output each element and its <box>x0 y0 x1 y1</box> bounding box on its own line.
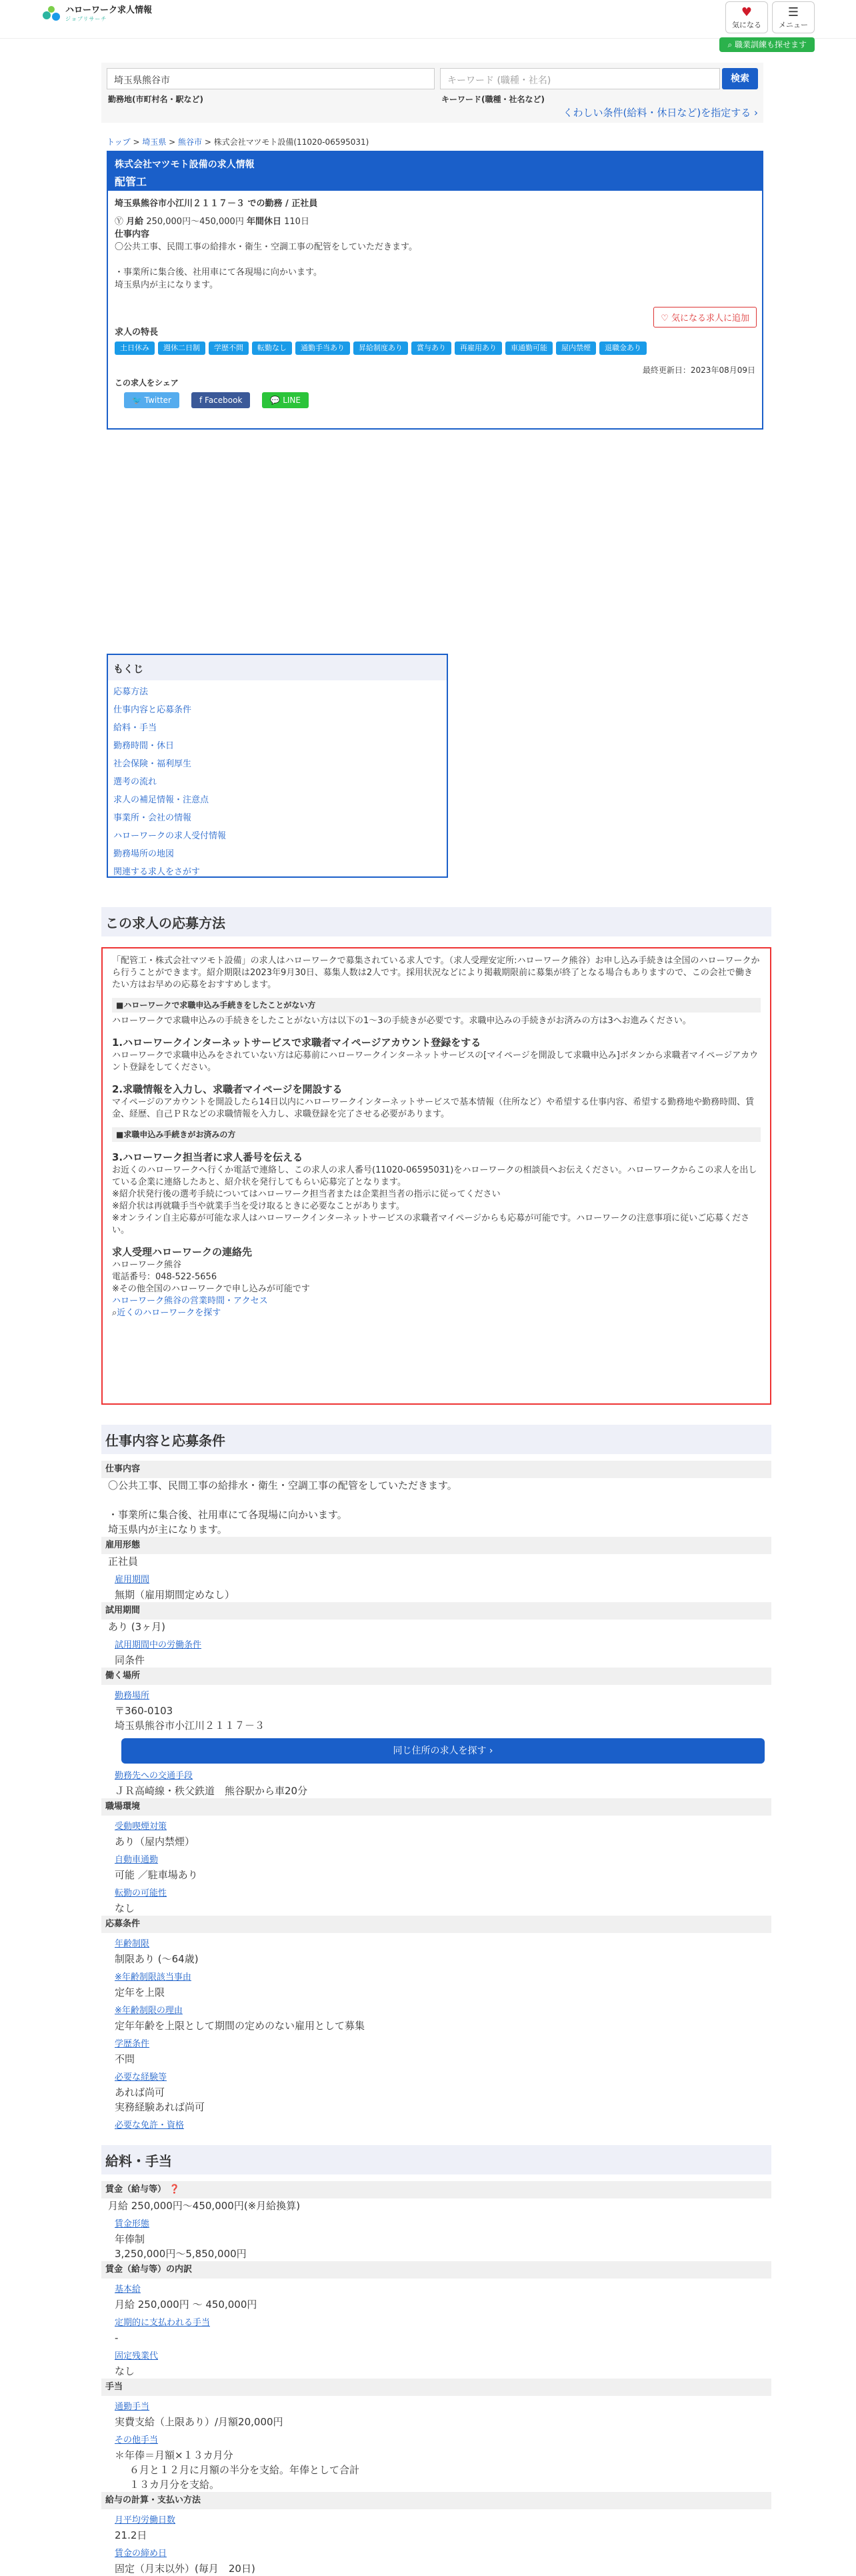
help-icon[interactable]: ❓ <box>169 2184 180 2194</box>
toc-item[interactable]: 求人の補足情報・注意点 <box>113 795 209 805</box>
logo-icon <box>41 3 61 22</box>
keyword-input[interactable]: キーワード (職種・社名) <box>440 68 720 89</box>
apply-subtitle: ■ハローワークで求職申込み手続きをしたことがない方 <box>112 998 761 1013</box>
header <box>0 0 856 39</box>
feature-tag[interactable]: 車通勤可能 <box>505 342 553 355</box>
salary-section-heading: 給料・手当 <box>101 2145 771 2174</box>
search-icon: ⌕ <box>112 1308 117 1318</box>
job-desc-line: 〇公共工事、民間工事の給排水・衛生・空調工事の配管をしていただきます。 <box>115 242 417 252</box>
hw-name: ハローワーク熊谷 <box>112 1260 182 1270</box>
hamburger-icon: ☰ <box>787 5 799 19</box>
feature-tags <box>115 342 755 355</box>
features-label: 求人の特長 <box>115 328 159 338</box>
holidays: 110日 <box>284 217 309 227</box>
toc-item[interactable]: ハローワークの求人受付情報 <box>113 831 227 841</box>
same-address-jobs-button[interactable]: 同じ住所の求人を探す › <box>121 1738 765 1764</box>
breadcrumb-city[interactable]: 熊谷市 <box>178 137 203 147</box>
feature-tag[interactable]: 再雇用あり <box>455 342 502 355</box>
job-section-heading: 仕事内容と応募条件 <box>101 1425 771 1454</box>
twitter-icon: 🐦 <box>132 396 145 405</box>
toc-item[interactable]: 応募方法 <box>113 687 149 697</box>
hw-tel: 電話番号：048-522-5656 <box>112 1272 217 1282</box>
step-1-heading: 1.ハローワークインターネットサービスで求職者マイページアカウント登録をする <box>112 1037 481 1049</box>
logo[interactable] <box>41 3 152 23</box>
feature-tag[interactable]: 学歴不問 <box>209 342 249 355</box>
location-label: 勤務地(市町村名・駅など) <box>108 95 203 104</box>
job-title: 配管工 <box>115 175 147 188</box>
feature-tag[interactable]: 週休二日制 <box>158 342 205 355</box>
detail-search-link[interactable]: くわしい条件(給料・休日など)を指定する › <box>563 107 758 119</box>
toc-item[interactable]: 関連する求人をさがす <box>113 867 201 877</box>
toc-item[interactable]: 勤務時間・休日 <box>113 741 175 751</box>
training-button[interactable] <box>719 37 815 52</box>
hw-contact-heading: 求人受理ハローワークの連絡先 <box>112 1246 253 1258</box>
yen-icon: Ⓨ <box>115 217 124 227</box>
search-icon: ⌕ <box>727 40 735 49</box>
feature-tag[interactable]: 賞与あり <box>411 342 451 355</box>
twitter-share-button[interactable]: 🐦 Twitter <box>124 392 179 408</box>
feature-tag[interactable]: 土日休み <box>115 342 155 355</box>
breadcrumb-current: 株式会社マツモト設備(11020-06595031) <box>213 137 369 147</box>
search-panel <box>101 63 763 123</box>
share-label: この求人をシェア <box>115 378 179 388</box>
job-desc-label: 仕事内容 <box>115 229 150 239</box>
breadcrumb: トップ > 埼玉県 > 熊谷市 > 株式会社マツモト設備(11020-06595031) <box>107 137 369 147</box>
search-button[interactable]: 検索 <box>722 68 758 89</box>
menu-button[interactable] <box>772 1 815 33</box>
apply-intro: 「配管工・株式会社マツモト設備」の求人はハローワークで募集されている求人です。（求人受理安定所:ハローワーク熊谷）お申し込み手続きは全国のハローワークから行うことができます。紹介期限は2023年9月30日、募集人数は2人です。採用状況などにより掲載期限前に募集が終了となる場合もありますので、この会社で働きたい方はお早めの応募をおすすめします。 <box>112 956 760 990</box>
step-2-heading: 2.求職情報を入力し、求職者マイページを開設する <box>112 1083 343 1095</box>
work-address: 埼玉県熊谷市小江川２１１７－３ での勤務 / 正社員 <box>115 199 318 209</box>
favorites-button[interactable] <box>725 1 768 33</box>
keyword-label: キーワード(職種・社名など) <box>441 95 545 104</box>
logo-subtitle: ジョブリサーチ <box>65 16 107 22</box>
job-desc-line: 埼玉県内が主になります。 <box>115 280 218 290</box>
job-desc-line: ・事業所に集合後、社用車にて各現場に向かいます。 <box>115 267 322 277</box>
location-input[interactable]: 埼玉県熊谷市 <box>107 68 435 89</box>
training-label: 職業訓練も探せます <box>734 40 807 49</box>
breadcrumb-top[interactable]: トップ <box>107 137 131 147</box>
facebook-icon: f <box>199 396 205 405</box>
add-favorite-button[interactable]: ♡ 気になる求人に追加 <box>653 307 757 328</box>
line-share-button[interactable]: 💬 LINE <box>262 392 309 408</box>
facebook-share-button[interactable]: f Facebook <box>191 392 250 408</box>
feature-tag[interactable]: 屋内禁煙 <box>556 342 596 355</box>
company-name: 株式会社マツモト設備の求人情報 <box>115 159 255 170</box>
near-hw-link[interactable]: 近くのハローワークを探す <box>117 1308 221 1318</box>
logo-title: ハローワーク求人情報 <box>65 5 153 15</box>
job-summary-card: 株式会社マツモト設備の求人情報 配管工 埼玉県熊谷市小江川２１１７－３ での勤務 / 正社員 Ⓨ 月給 250,000円〜450,000円 年間休日 110日 仕事内容 〇公共工事、民間工事の給排水・衛生・空調工事の配管をしていただきます。 ・事業所に集合後、社用車にて各現場に向かいます。 埼玉県内が主になります。 求人の特長 土日休み 週休二日制 学歴不問 転勤なし 通勤手当あり 昇給制度あり 賞与あり 再雇用あり 車通勤可能 屋内禁煙 退職金あり 最終更新日：2023年08月09日 この求人をシェア 🐦 Twitter f Facebook 💬 LINE ♡ 気になる求人に追加 <box>107 151 763 430</box>
feature-tag[interactable]: 転勤なし <box>252 342 292 355</box>
apply-section-heading: この求人の応募方法 <box>101 907 771 936</box>
feature-tag[interactable]: 退職金あり <box>599 342 647 355</box>
heart-outline-icon: ♡ <box>661 313 671 324</box>
toc-item[interactable]: 勤務場所の地図 <box>113 849 175 859</box>
job-conditions: 仕事内容 〇公共工事、民間工事の給排水・衛生・空調工事の配管をしていただきます。 ・事業所に集合後、社用車にて各現場に向かいます。 埼玉県内が主になります。 雇用形態 正社員 雇用期間 無期（雇用期間定めなし） 試用期間 あり (3ヶ月) 試用期間中の労働条件 同条件 働く場所 勤務場所 〒360-0103 埼玉県熊谷市小江川２１１７－３ 同じ住所の求人を探す › 勤務先への交通手段 ＪＲ高崎線・秩父鉄道 熊谷駅から車20分 職場環境 受動喫煙対策 あり（屋内禁煙） 自動車通勤 可能 ／駐車場あり 転勤の可能性 なし 応募条件 年齢制限 制限あり (〜64歳) ※年齢制限該当事由 定年を上限 ※年齢制限の理由 定年年齢を上限として期間の定めのない雇用として募集 学歴条件 不問 必要な経験等 あれば尚可 実務経験あれば尚可 必要な免許・資格 <box>101 1461 771 2158</box>
apply-section: 「配管工・株式会社マツモト設備」の求人はハローワークで募集されている求人です。（求人受理安定所:ハローワーク熊谷）お申し込み手続きは全国のハローワークから行うことができます。紹介期限は2023年9月30日、募集人数は2人です。採用状況などにより掲載期限前に募集が終了となる場合もありますので、この会社で働きたい方はお早めの応募をおすすめします。 ■ハローワークで求職申込み手続きをしたことがない方 ハローワークで求職申込みの手続きをしたことがない方は以下の1〜3の手続きが必要です。求職申込みの手続きがお済みの方は3へお進みください。 1.ハローワークインターネットサービスで求職者マイページアカウント登録をする ハローワークで求職申込みをされていない方は応募前にハローワークインターネットサービスの[マイページを開設して求職申込み]ボタンから求職者マイページアカウント登録をしてください。 2.求職情報を入力し、求職者マイページを開設する マイページのアカウントを開設したら14日以内にハローワークインターネットサービスで基本情報（住所など）や希望する仕事内容、希望する勤務地や勤務時間、賃金、経歴、自己ＰＲなどの求職情報を入力し、求職登録を完了させる必要があります。 ■求職申込み手続きがお済みの方 3.ハローワーク担当者に求人番号を伝える お近くのハローワークへ行くか電話で連絡し、この求人の求人番号(11020-06595031)をハローワークの相談員へお伝えください。ハローワークからこの求人を出している企業に連絡したあと、紹介状を発行してもらい応募完了となります。 ※紹介状発行後の選考手続についてはハローワーク担当者または企業担当者の指示に従ってください ※紹介状は再就職手当や就業手当を受け取るときに必要なことがあります。 ※オンライン自主応募が可能な求人はハローワークインターネットサービスの求職者マイページからも応募が可能です。ハローワークの注意事項に従いご応募ください。 求人受理ハローワークの連絡先 ハローワーク熊谷 電話番号：048-522-5656 ※その他全国のハローワークで申し込みが可能です ハローワーク熊谷の営業時間・アクセス ⌕近くのハローワークを探す <box>101 947 771 1405</box>
toc-title: もくじ <box>108 655 447 680</box>
salary-details: 賃金（給与等） ❓ 月給 250,000円〜450,000円(※月給換算) 賃金形態 年俸制 3,250,000円〜5,850,000円 賃金（給与等）の内訳 基本給 月給 250,000円 〜 450,000円 定期的に支払われる手当 - 固定残業代 なし 手当 通勤手当 実費支給（上限あり）/月額20,000円 その他手当 ＊年俸＝月額×１３カ月分 ６月と１２月に月額の半分を支給。年俸として合計 １３カ月分を支給。 給与の計算・支払い方法 月平均労働日数 21.2日 賃金の締め日 固定（月末以外）(毎月 20日) <box>101 2181 771 2576</box>
step-3-heading: 3.ハローワーク担当者に求人番号を伝える <box>112 1151 303 1163</box>
feature-tag[interactable]: 昇給制度あり <box>353 342 408 355</box>
apply-subtitle: ■求職申込み手続きがお済みの方 <box>112 1127 761 1142</box>
table-of-contents <box>107 654 448 878</box>
toc-item[interactable]: 給料・手当 <box>113 723 157 733</box>
chat-icon: 💬 <box>270 396 283 405</box>
toc-item[interactable]: 事業所・会社の情報 <box>113 813 192 823</box>
feature-tag[interactable]: 通勤手当あり <box>295 342 350 355</box>
toc-item[interactable]: 仕事内容と応募条件 <box>113 705 192 715</box>
hw-access-link[interactable]: ハローワーク熊谷の営業時間・アクセス <box>112 1296 268 1306</box>
toc-item[interactable]: 選考の流れ <box>113 777 157 787</box>
salary-range: 250,000円〜450,000円 <box>146 217 244 227</box>
toc-item[interactable]: 社会保険・福利厚生 <box>113 759 192 769</box>
breadcrumb-pref[interactable]: 埼玉県 <box>142 137 167 147</box>
menu-label: メニュー <box>779 21 808 29</box>
heart-icon: ♥ <box>741 5 753 19</box>
card-header <box>108 152 762 191</box>
favorites-label: 気になる <box>732 21 761 29</box>
updated-date: 最終更新日：2023年08月09日 <box>642 366 755 375</box>
